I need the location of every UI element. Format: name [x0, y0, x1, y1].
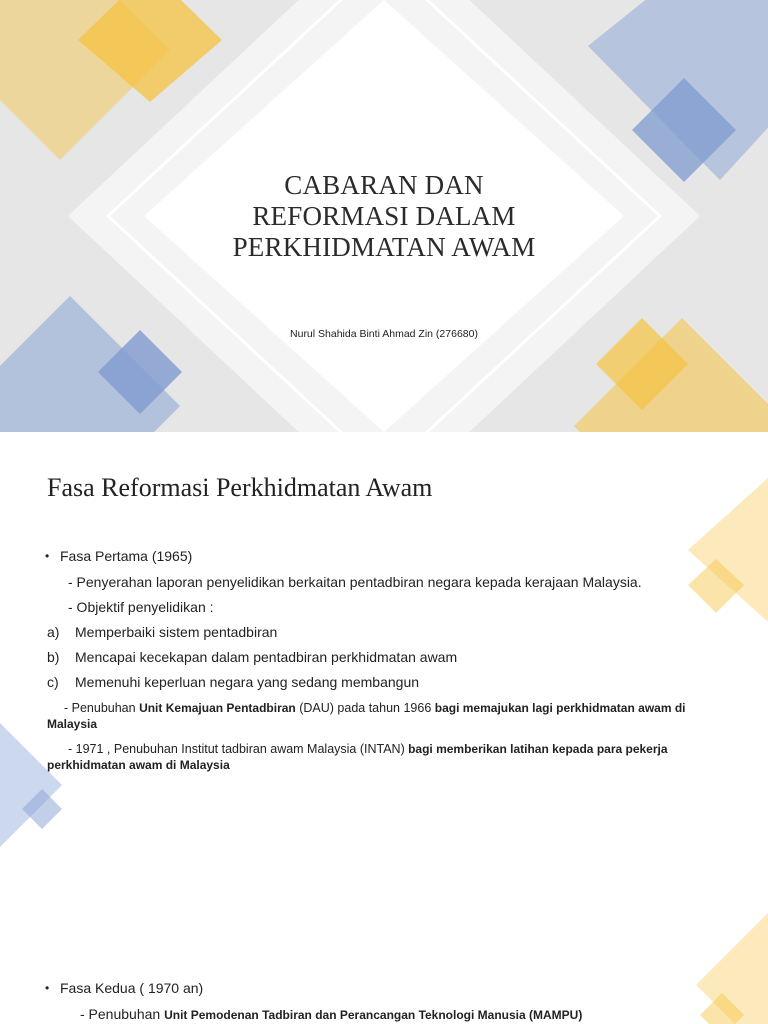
bullet: •	[45, 981, 50, 995]
title-slide	[0, 0, 768, 432]
bullet: •	[45, 549, 50, 563]
text: (DAU) pada tahun 1966	[295, 701, 435, 715]
text: Unit Pemodenan Tadbiran dan Perancangan Teknologi Manusia (MAMPU)	[164, 1008, 583, 1022]
mampu-line	[80, 1006, 582, 1022]
text: Unit Kemajuan Pentadbiran	[139, 701, 296, 715]
list-marker: a)	[47, 624, 60, 640]
text: bagi memajukan lagi perkhidmatan awam di Malaysia	[47, 701, 686, 731]
fasa-pertama-line: - Objektif penyelidikan :	[68, 599, 214, 615]
title-line: REFORMASI DALAM	[252, 201, 516, 231]
list-item: Mencapai kecekapan dalam pentadbiran perkhidmatan awam	[75, 649, 458, 665]
content-slide	[0, 433, 768, 1024]
title-line: PERKHIDMATAN AWAM	[232, 232, 536, 262]
dau-paragraph	[47, 700, 727, 732]
text: - 1971 , Penubuhan	[68, 742, 182, 756]
text: - Penubuhan	[80, 1006, 165, 1022]
text: bagi memberikan latihan kepada para pekerja perkhidmatan awam di Malaysia	[47, 742, 668, 772]
list-marker: b)	[47, 649, 60, 665]
list-item: Memenuhi keperluan negara yang sedang membangun	[75, 674, 420, 690]
fasa-pertama-line: - Penyerahan laporan penyelidikan berkaitan pentadbiran negara kepada kerajaan Malaysia.	[68, 574, 642, 590]
title-line: CABARAN DAN	[284, 170, 484, 200]
fasa-pertama-heading: Fasa Pertama (1965)	[60, 548, 193, 564]
author-subtitle: Nurul Shahida Binti Ahmad Zin (276680)	[290, 328, 478, 340]
text: Institut tadbiran awam Malaysia (INTAN)	[181, 742, 405, 756]
fasa-kedua-heading: Fasa Kedua ( 1970 an)	[60, 980, 204, 996]
slide-title	[184, 170, 584, 263]
list-marker: c)	[47, 674, 59, 690]
intan-paragraph	[47, 741, 727, 773]
list-item: Memperbaiki sistem pentadbiran	[75, 624, 278, 640]
text: - Penubuhan	[64, 701, 140, 715]
slide-title: Fasa Reformasi Perkhidmatan Awam	[47, 473, 433, 502]
